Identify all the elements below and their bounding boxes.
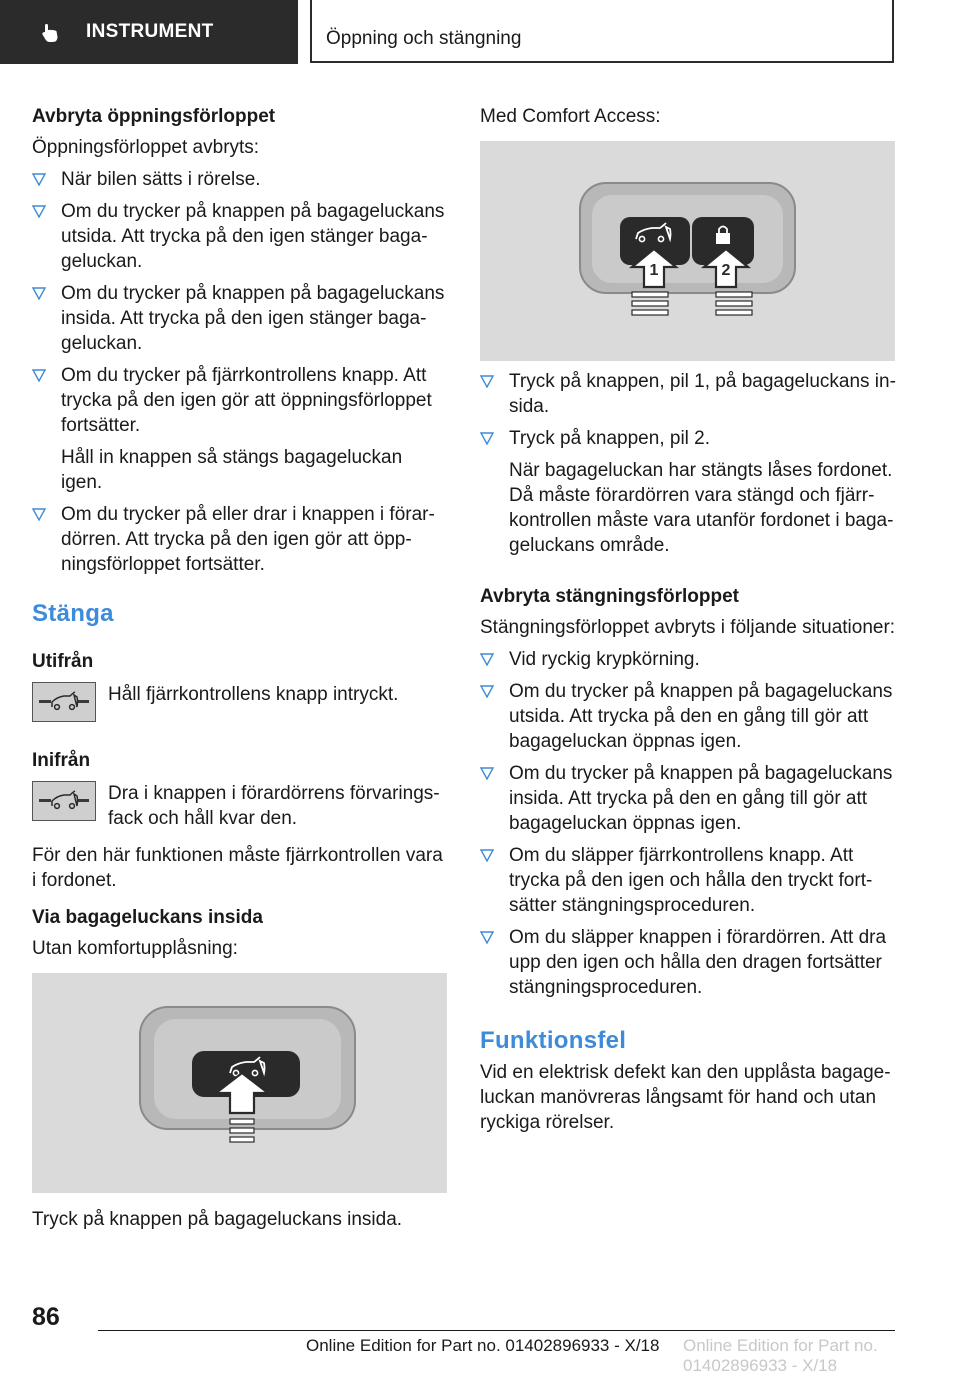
cancel-close-heading: Avbryta stängningsförloppet <box>480 586 739 607</box>
list-item-text: Om du trycker på knappen på bagageluckans utsida. Att trycka på den igen stänger bagageluckan. <box>61 201 445 272</box>
list-item <box>480 925 896 1000</box>
bullet-triangle-icon <box>480 931 494 944</box>
list-item-text: Vid ryckig krypkörning. <box>509 649 700 670</box>
chapter-title: INSTRUMENT <box>86 21 214 42</box>
outside-text: Håll fjärrkontrollens knapp intryckt. <box>108 684 399 705</box>
outside-row <box>32 682 448 722</box>
bullet-triangle-icon <box>32 508 46 521</box>
list-item <box>32 167 448 192</box>
arrow-label-1: 1 <box>649 262 659 279</box>
cancel-close-intro: Stängningsförloppet avbryts i följande situationer: <box>480 617 896 638</box>
comfort-intro: Med Comfort Access: <box>480 106 661 127</box>
inside-text: Dra i knappen i förardörrens förvaringsfack och håll kvar den. <box>108 783 440 829</box>
section-title: Öppning och stängning <box>326 28 522 49</box>
page-header <box>0 0 960 66</box>
remote-trunk-key-icon <box>32 682 96 722</box>
cancel-close-list <box>480 647 896 1000</box>
arrow-label-2: 2 <box>721 262 731 279</box>
watermark: Online Edition for Part no. 01402896933 - X/18 <box>683 1336 878 1375</box>
section-tab <box>310 0 894 63</box>
via-heading: Via bagageluckans insida <box>32 907 263 928</box>
comfort-access-photo <box>480 141 895 361</box>
via-caption: Tryck på knappen på bagageluckans insida. <box>32 1209 403 1230</box>
bullet-triangle-icon <box>480 767 494 780</box>
list-item <box>480 843 896 918</box>
cancel-open-list <box>32 167 448 577</box>
fault-heading: Funktionsfel <box>480 1027 627 1054</box>
right-column <box>480 104 896 1135</box>
list-item <box>480 426 896 558</box>
list-item-text: Om du trycker på knappen på bagageluckans insida. Att trycka på den igen stänger bagageluckan. <box>61 283 445 354</box>
list-item-text: Om du trycker på knappen på bagageluckans insida. Att trycka på den en gång till gör att bagageluckan öppnas igen. <box>509 763 893 834</box>
via-intro: Utan komfortupplåsning: <box>32 938 238 959</box>
list-item-text: Tryck på knappen, pil 2. <box>509 428 711 449</box>
cancel-open-heading: Avbryta öppningsförloppet <box>32 106 276 127</box>
bullet-triangle-icon <box>32 369 46 382</box>
comfort-list <box>480 369 896 558</box>
list-item-text: Om du trycker på eller drar i knappen i förardörren. Att trycka på den igen gör att öppningsförloppet fortsätter. <box>61 504 435 575</box>
page-number: 86 <box>32 1303 60 1331</box>
list-item <box>32 199 448 274</box>
bullet-triangle-icon <box>32 205 46 218</box>
list-item <box>480 369 896 419</box>
list-item-note: När bagageluckan har stängts låses fordonet. Då måste förardörren vara stängd och fjärrkontrollen måste vara utanför fordonet i bagageluckans område. <box>509 460 894 556</box>
list-item <box>32 502 448 577</box>
bullet-triangle-icon <box>480 432 494 445</box>
list-item-text: Om du trycker på fjärrkontrollens knapp. Att trycka på den igen gör att öppningsförloppet fortsätter. <box>61 365 432 436</box>
inside-heading: Inifrån <box>32 750 91 771</box>
remote-note: För den här funktionen måste fjärrkontrollen vara i fordonet. <box>32 845 443 891</box>
list-item-text: Om du släpper fjärrkontrollens knapp. Att trycka på den igen och hålla den tryckt fortsätter stängningsproceduren. <box>509 845 873 916</box>
list-item-text: Om du släpper knappen i förardörren. Att dra upp den igen och hålla den dragen fortsätter stängningsproceduren. <box>509 927 887 998</box>
bullet-triangle-icon <box>480 653 494 666</box>
edition-note: Online Edition for Part no. 01402896933 - X/18 <box>306 1336 660 1355</box>
list-item <box>32 363 448 495</box>
door-trunk-key-icon <box>32 781 96 821</box>
fault-text: Vid en elektrisk defekt kan den upplåsta bagageluckan manövreras långsamt för hand och utan ryckiga rörelser. <box>480 1062 891 1133</box>
outside-heading: Utifrån <box>32 651 94 672</box>
pointing-hand-icon <box>38 19 64 45</box>
list-item-text: När bilen sätts i rörelse. <box>61 169 261 190</box>
list-item-text: Tryck på knappen, pil 1, på bagageluckans insida. <box>509 371 896 417</box>
bullet-triangle-icon <box>480 685 494 698</box>
list-item <box>32 281 448 356</box>
trunk-button-photo <box>32 973 447 1193</box>
list-item <box>480 679 896 754</box>
bullet-triangle-icon <box>480 375 494 388</box>
cancel-open-intro: Öppningsförloppet avbryts: <box>32 137 260 158</box>
left-column <box>32 104 448 1232</box>
bullet-triangle-icon <box>32 173 46 186</box>
list-item <box>480 761 896 836</box>
list-item-note: Håll in knappen så stängs bagageluckan igen. <box>61 447 403 493</box>
close-heading: Stänga <box>32 600 114 627</box>
footer-divider <box>98 1330 895 1331</box>
chapter-tab <box>0 0 298 64</box>
bullet-triangle-icon <box>480 849 494 862</box>
list-item-text: Om du trycker på knappen på bagageluckans utsida. Att trycka på den en gång till gör att bagageluckan öppnas igen. <box>509 681 893 752</box>
list-item <box>480 647 896 672</box>
bullet-triangle-icon <box>32 287 46 300</box>
inside-row <box>32 781 448 831</box>
